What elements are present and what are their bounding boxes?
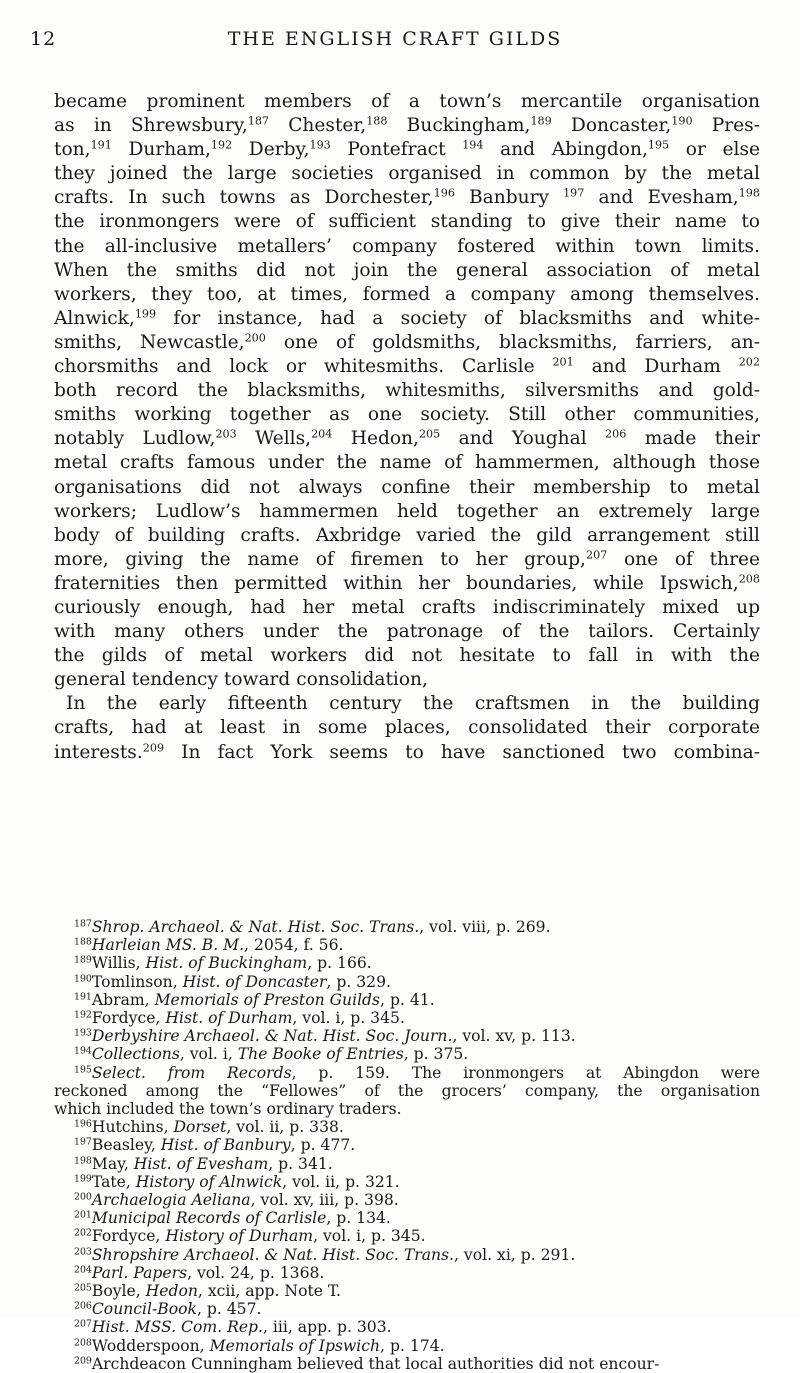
text-line: smiths working together as one society. Still other communities, xyxy=(54,404,760,426)
footnote: $^{209}$Archdeacon Cunningham believed that local authorities did not encour- xyxy=(74,1354,660,1373)
footnote: $^{189}$Willis, Hist. of Buckingham, p. 166. xyxy=(74,954,372,973)
footnote: $^{193}$Derbyshire Archaeol. & Nat. Hist. Soc. Journ., vol. xv, p. 113. xyxy=(74,1027,576,1046)
body-text xyxy=(54,90,760,765)
text-line: notably Ludlow,$^{203}$ Wells,$^{204}$ Hedon,$^{205}$ and Youghal $^{206}$ made their xyxy=(54,427,760,450)
text-line: In the early fifteenth century the craftsmen in the building xyxy=(66,693,760,715)
footnote: $^{204}$Parl. Papers, vol. 24, p. 1368. xyxy=(74,1263,325,1282)
footnote: $^{207}$Hist. MSS. Com. Rep., iii, app. p. 303. xyxy=(74,1318,392,1337)
text-line: the gilds of metal workers did not hesitate to fall in with the xyxy=(54,645,760,667)
text-line: crafts. In such towns as Dorchester,$^{196}$ Banbury $^{197}$ and Evesham,$^{198}$ xyxy=(54,186,760,209)
footnote: $^{188}$Harleian MS. B. M., 2054, f. 56. xyxy=(74,936,344,955)
text-line: they joined the large societies organised in common by the metal xyxy=(54,163,760,185)
footnote: $^{205}$Boyle, Hedon, xcii, app. Note T. xyxy=(74,1282,341,1301)
footnote: $^{200}$Archaelogia Aeliana, vol. xv, iii, p. 398. xyxy=(74,1191,399,1210)
text-line: workers, they too, at times, formed a company among themselves. xyxy=(54,283,760,305)
paragraph-1 xyxy=(54,90,760,692)
footnote: $^{206}$Council-Book, p. 457. xyxy=(74,1300,262,1319)
text-line: chorsmiths and lock or whitesmiths. Carlisle $^{201}$ and Durham $^{202}$ xyxy=(54,355,760,378)
text-line: Alnwick,$^{199}$ for instance, had a society of blacksmiths and white- xyxy=(54,307,760,329)
text-line: When the smiths did not join the general association of metal xyxy=(54,259,760,281)
text-line: fraternities then permitted within her boundaries, while Ipswich,$^{208}$ xyxy=(54,572,760,594)
footnote: $^{197}$Beasley, Hist. of Banbury, p. 477. xyxy=(74,1136,356,1155)
footnote: $^{192}$Fordyce, Hist. of Durham, vol. i, p. 345. xyxy=(74,1009,405,1028)
text-line: more, giving the name of firemen to her group,$^{207}$ one of three xyxy=(54,548,761,570)
text-line: curiously enough, had her metal crafts indiscriminately mixed up xyxy=(54,596,760,618)
text-line: organisations did not always confine their membership to metal xyxy=(54,476,760,498)
text-line: both record the blacksmiths, whitesmiths, silversmiths and gold- xyxy=(54,380,760,402)
footnote-continuation: reckoned among the “Fellowes” of the grocers’ company, the organisation xyxy=(54,1081,760,1100)
footnote: $^{194}$Collections, vol. i, The Booke of Entries, p. 375. xyxy=(74,1045,469,1064)
footnotes xyxy=(54,918,760,1373)
text-line: crafts, had at least in some places, consolidated their corporate xyxy=(54,717,760,739)
text-line: metal crafts famous under the name of hammermen, although those xyxy=(54,452,760,474)
footnote: $^{208}$Wodderspoon, Memorials of Ipswich, p. 174. xyxy=(74,1336,445,1355)
page-number: 12 xyxy=(30,28,57,50)
footnote: $^{196}$Hutchins, Dorset, vol. ii, p. 338. xyxy=(74,1118,344,1137)
footnote: $^{202}$Fordyce, History of Durham, vol. i, p. 345. xyxy=(74,1227,426,1246)
footnote: $^{198}$May, Hist. of Evesham, p. 341. xyxy=(74,1154,333,1173)
footnote: $^{199}$Tate, History of Alnwick, vol. ii, p. 321. xyxy=(74,1172,400,1191)
footnote: $^{187}$Shrop. Archaeol. & Nat. Hist. Soc. Trans., vol. viii, p. 269. xyxy=(74,918,551,936)
footnote: $^{203}$Shropshire Archaeol. & Nat. Hist. Soc. Trans., vol. xi, p. 291. xyxy=(74,1245,576,1264)
text-line: ton,$^{191}$ Durham,$^{192}$ Derby,$^{193}$ Pontefract $^{194}$ and Abingdon,$^{195}$ or else xyxy=(54,138,761,161)
running-head: THE ENGLISH CRAFT GILDS xyxy=(227,28,563,50)
footnote: $^{201}$Municipal Records of Carlisle, p. 134. xyxy=(74,1209,391,1228)
page-header xyxy=(30,28,760,54)
text-line: the all-inclusive metallers’ company fostered within town limits. xyxy=(54,235,760,257)
footnote: $^{195}$Select. from Records, p. 159. The ironmongers at Abingdon were xyxy=(74,1063,760,1082)
text-line: became prominent members of a town’s mercantile organisation xyxy=(54,91,760,112)
text-line: workers; Ludlow’s hammermen held together an extremely large xyxy=(54,500,760,522)
paragraph-2 xyxy=(54,692,760,764)
text-line: with many others under the patronage of the tailors. Certainly xyxy=(54,621,760,643)
footnote: $^{190}$Tomlinson, Hist. of Doncaster, p. 329. xyxy=(74,972,391,991)
text-line: general tendency toward consolidation, xyxy=(54,669,428,691)
text-line: the ironmongers were of sufficient standing to give their name to xyxy=(54,211,760,233)
footnote-continuation: which included the town’s ordinary traders. xyxy=(54,1100,402,1119)
text-line: body of building crafts. Axbridge varied the gild arrangement still xyxy=(54,524,760,546)
text-line: smiths, Newcastle,$^{200}$ one of goldsmiths, blacksmiths, farriers, an- xyxy=(54,331,760,353)
text-line: as in Shrewsbury,$^{187}$ Chester,$^{188}$ Buckingham,$^{189}$ Doncaster,$^{190}$ Pres- xyxy=(54,114,760,137)
text-line: interests.$^{209}$ In fact York seems to have sanctioned two combina- xyxy=(54,740,760,763)
footnote: $^{191}$Abram, Memorials of Preston Guilds, p. 41. xyxy=(74,990,435,1009)
